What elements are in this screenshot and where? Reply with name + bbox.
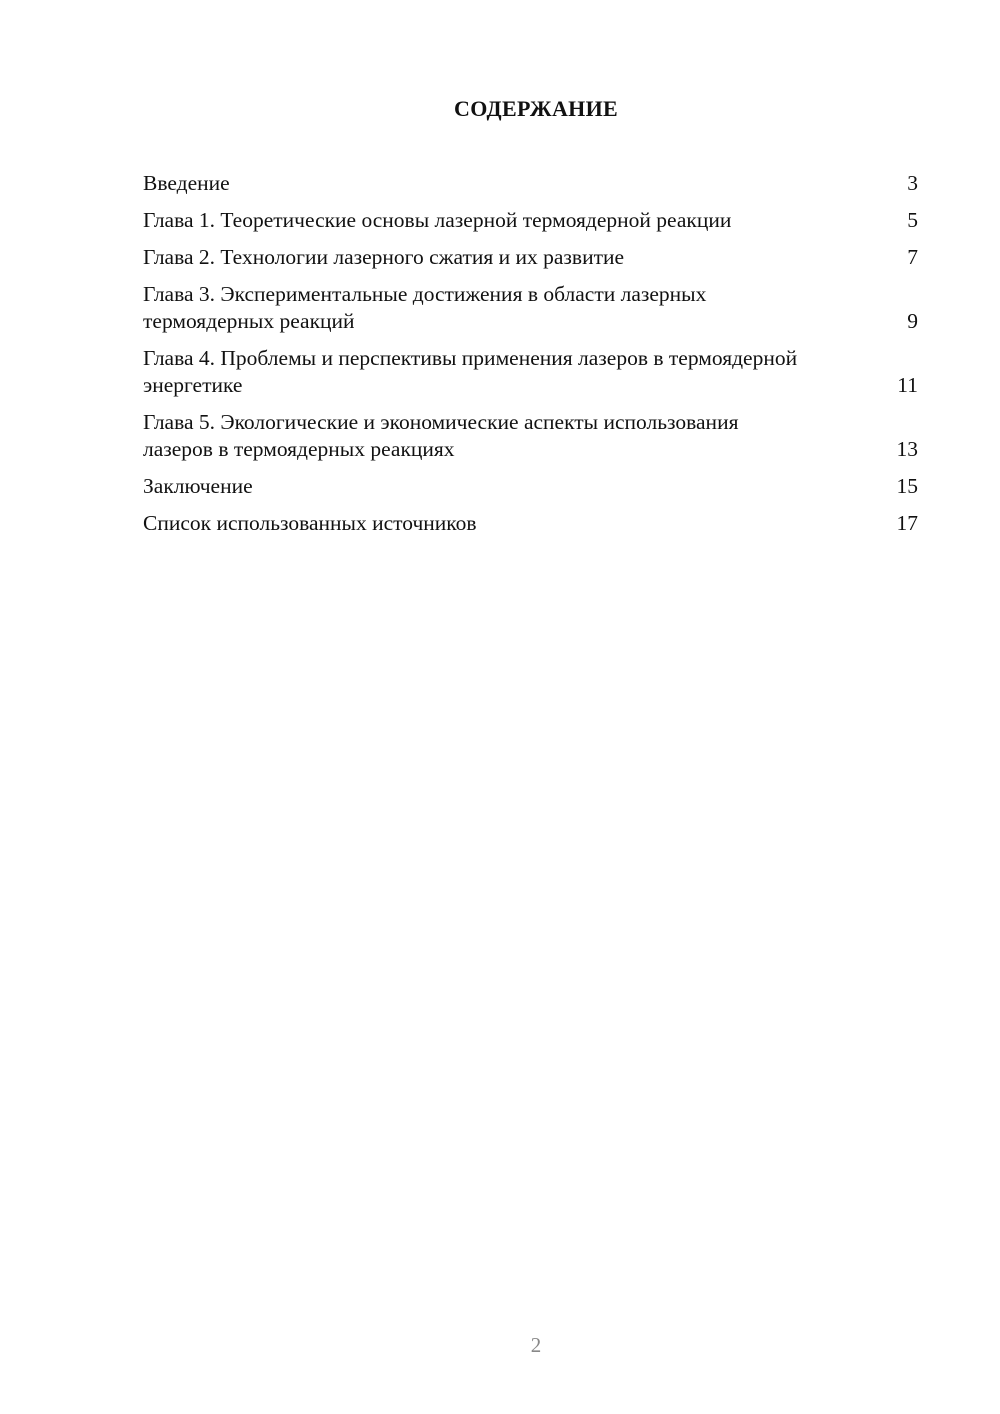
toc-entry-introduction — [143, 170, 918, 197]
toc-entry-title: Глава 5. Экологические и экономические аспекты использования лазеров в термоядерных реакциях — [143, 410, 739, 461]
toc-entry-page: 17 — [896, 511, 918, 535]
toc-entry-page: 13 — [896, 437, 918, 461]
toc-entry-title: Глава 3. Экспериментальные достижения в области лазерных термоядерных реакций — [143, 282, 707, 333]
page-number: 2 — [530, 1333, 542, 1357]
toc-entry-page: 11 — [897, 373, 918, 397]
table-of-contents — [143, 170, 918, 547]
toc-entry-page: 15 — [896, 474, 918, 498]
toc-entry-chapter-5 — [143, 409, 918, 463]
toc-entry-chapter-1 — [143, 207, 918, 234]
toc-entry-chapter-3 — [143, 281, 918, 335]
toc-entry-title: Глава 2. Технологии лазерного сжатия и их развитие — [143, 245, 625, 269]
toc-entry-title: Список использованных источников — [143, 511, 477, 535]
toc-entry-page: 7 — [907, 245, 918, 269]
toc-entry-chapter-4 — [143, 345, 918, 399]
toc-entry-title: Глава 4. Проблемы и перспективы применения лазеров в термоядерной энергетике — [143, 346, 798, 397]
toc-entry-title: Заключение — [143, 474, 253, 498]
toc-entry-chapter-2 — [143, 244, 918, 271]
toc-entry-title: Введение — [143, 171, 230, 195]
page-title: СОДЕРЖАНИЕ — [454, 96, 618, 121]
toc-entry-page: 5 — [907, 208, 918, 232]
toc-entry-page: 9 — [907, 309, 918, 333]
toc-entry-references — [143, 510, 918, 537]
toc-entry-page: 3 — [907, 171, 918, 195]
toc-entry-conclusion — [143, 473, 918, 500]
toc-entry-title: Глава 1. Теоретические основы лазерной термоядерной реакции — [143, 208, 732, 232]
